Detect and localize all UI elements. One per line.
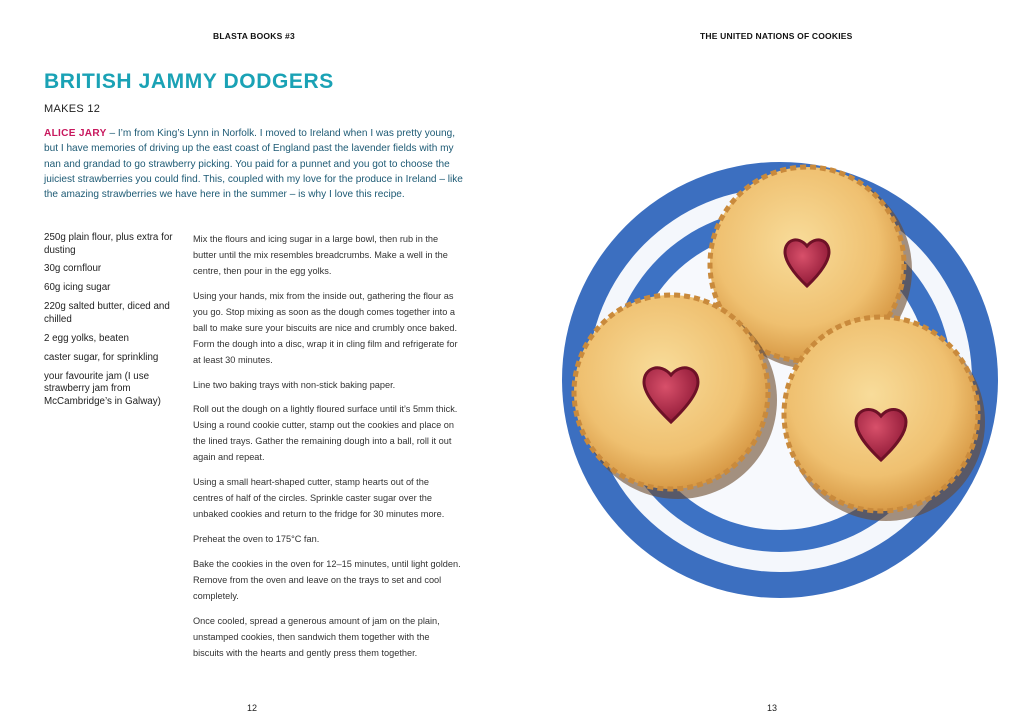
intro-text: – I’m from King’s Lynn in Norfolk. I moved to Ireland when I was pretty young, but I have memories of driving up the east coast of England past the lavender fields with my nan and grandad to go strawberry picking. You paid for a punnet and you got to choose the juiciest strawberries you could find. This, coupled with my love for the produce in Ireland – like the amazing strawberries we have here in the summer – is why I love this recipe. <box>44 128 463 201</box>
running-header-right: THE UNITED NATIONS OF COOKIES <box>700 31 853 41</box>
page-number-right: 13 <box>767 703 778 713</box>
ingredient-item: 250g plain flour, plus extra for dusting <box>44 232 173 256</box>
method-step: Preheat the oven to 175°C fan. <box>193 533 320 544</box>
method-steps <box>193 231 461 669</box>
author-name: ALICE JARY <box>44 128 107 139</box>
ingredient-item: caster sugar, for sprinkling <box>44 351 159 363</box>
jammy-dodgers-illustration <box>560 160 1000 600</box>
ingredient-item: your favourite jam (I use strawberry jam from McCambridge’s in Galway) <box>44 370 161 407</box>
ingredient-item: 2 egg yolks, beaten <box>44 332 129 344</box>
method-step: Mix the flours and icing sugar in a large bowl, then rub in the butter until the mix resembles breadcrumbs. Make a well in the centre, then pour in the egg yolks. <box>193 234 448 276</box>
method-step: Once cooled, spread a generous amount of jam on the plain, unstamped cookies, then sandwich them together with the biscuits with the hearts and gently press them together. <box>193 615 440 658</box>
recipe-yield: MAKES 12 <box>44 103 101 115</box>
method-step: Bake the cookies in the oven for 12–15 minutes, until light golden. Remove from the oven and leave on the trays to set and cool completely. <box>193 558 461 601</box>
ingredient-item: 220g salted butter, diced and chilled <box>44 301 170 325</box>
recipe-title: BRITISH JAMMY DODGERS <box>44 70 334 93</box>
method-step: Roll out the dough on a lightly floured surface until it’s 5mm thick. Using a round cookie cutter, stamp out the cookies and place on the lined trays. Gather the remaining dough into a ball, roll it out again and repeat. <box>193 404 458 463</box>
ingredient-item: 30g cornflour <box>44 263 102 275</box>
ingredient-item: 60g icing sugar <box>44 282 111 294</box>
method-step: Using your hands, mix from the inside out, gathering the flour as you go. Stop mixing as soon as the dough comes together into a ball to make sure your biscuits are nice and crumbly once baked. Form the dough into a disc, wrap it in cling film and refrigerate for at least 30 minutes. <box>193 290 458 365</box>
method-step: Using a small heart-shaped cutter, stamp hearts out of the centres of half of the circles. Sprinkle caster sugar over the unbaked cookies and return to the fridge for 30 minutes more. <box>193 477 445 520</box>
running-header-left: BLASTA BOOKS #3 <box>213 31 295 41</box>
ingredients-list <box>44 232 174 415</box>
page-number-left: 12 <box>247 703 258 713</box>
recipe-intro <box>44 126 464 202</box>
method-step: Line two baking trays with non-stick baking paper. <box>193 379 396 390</box>
